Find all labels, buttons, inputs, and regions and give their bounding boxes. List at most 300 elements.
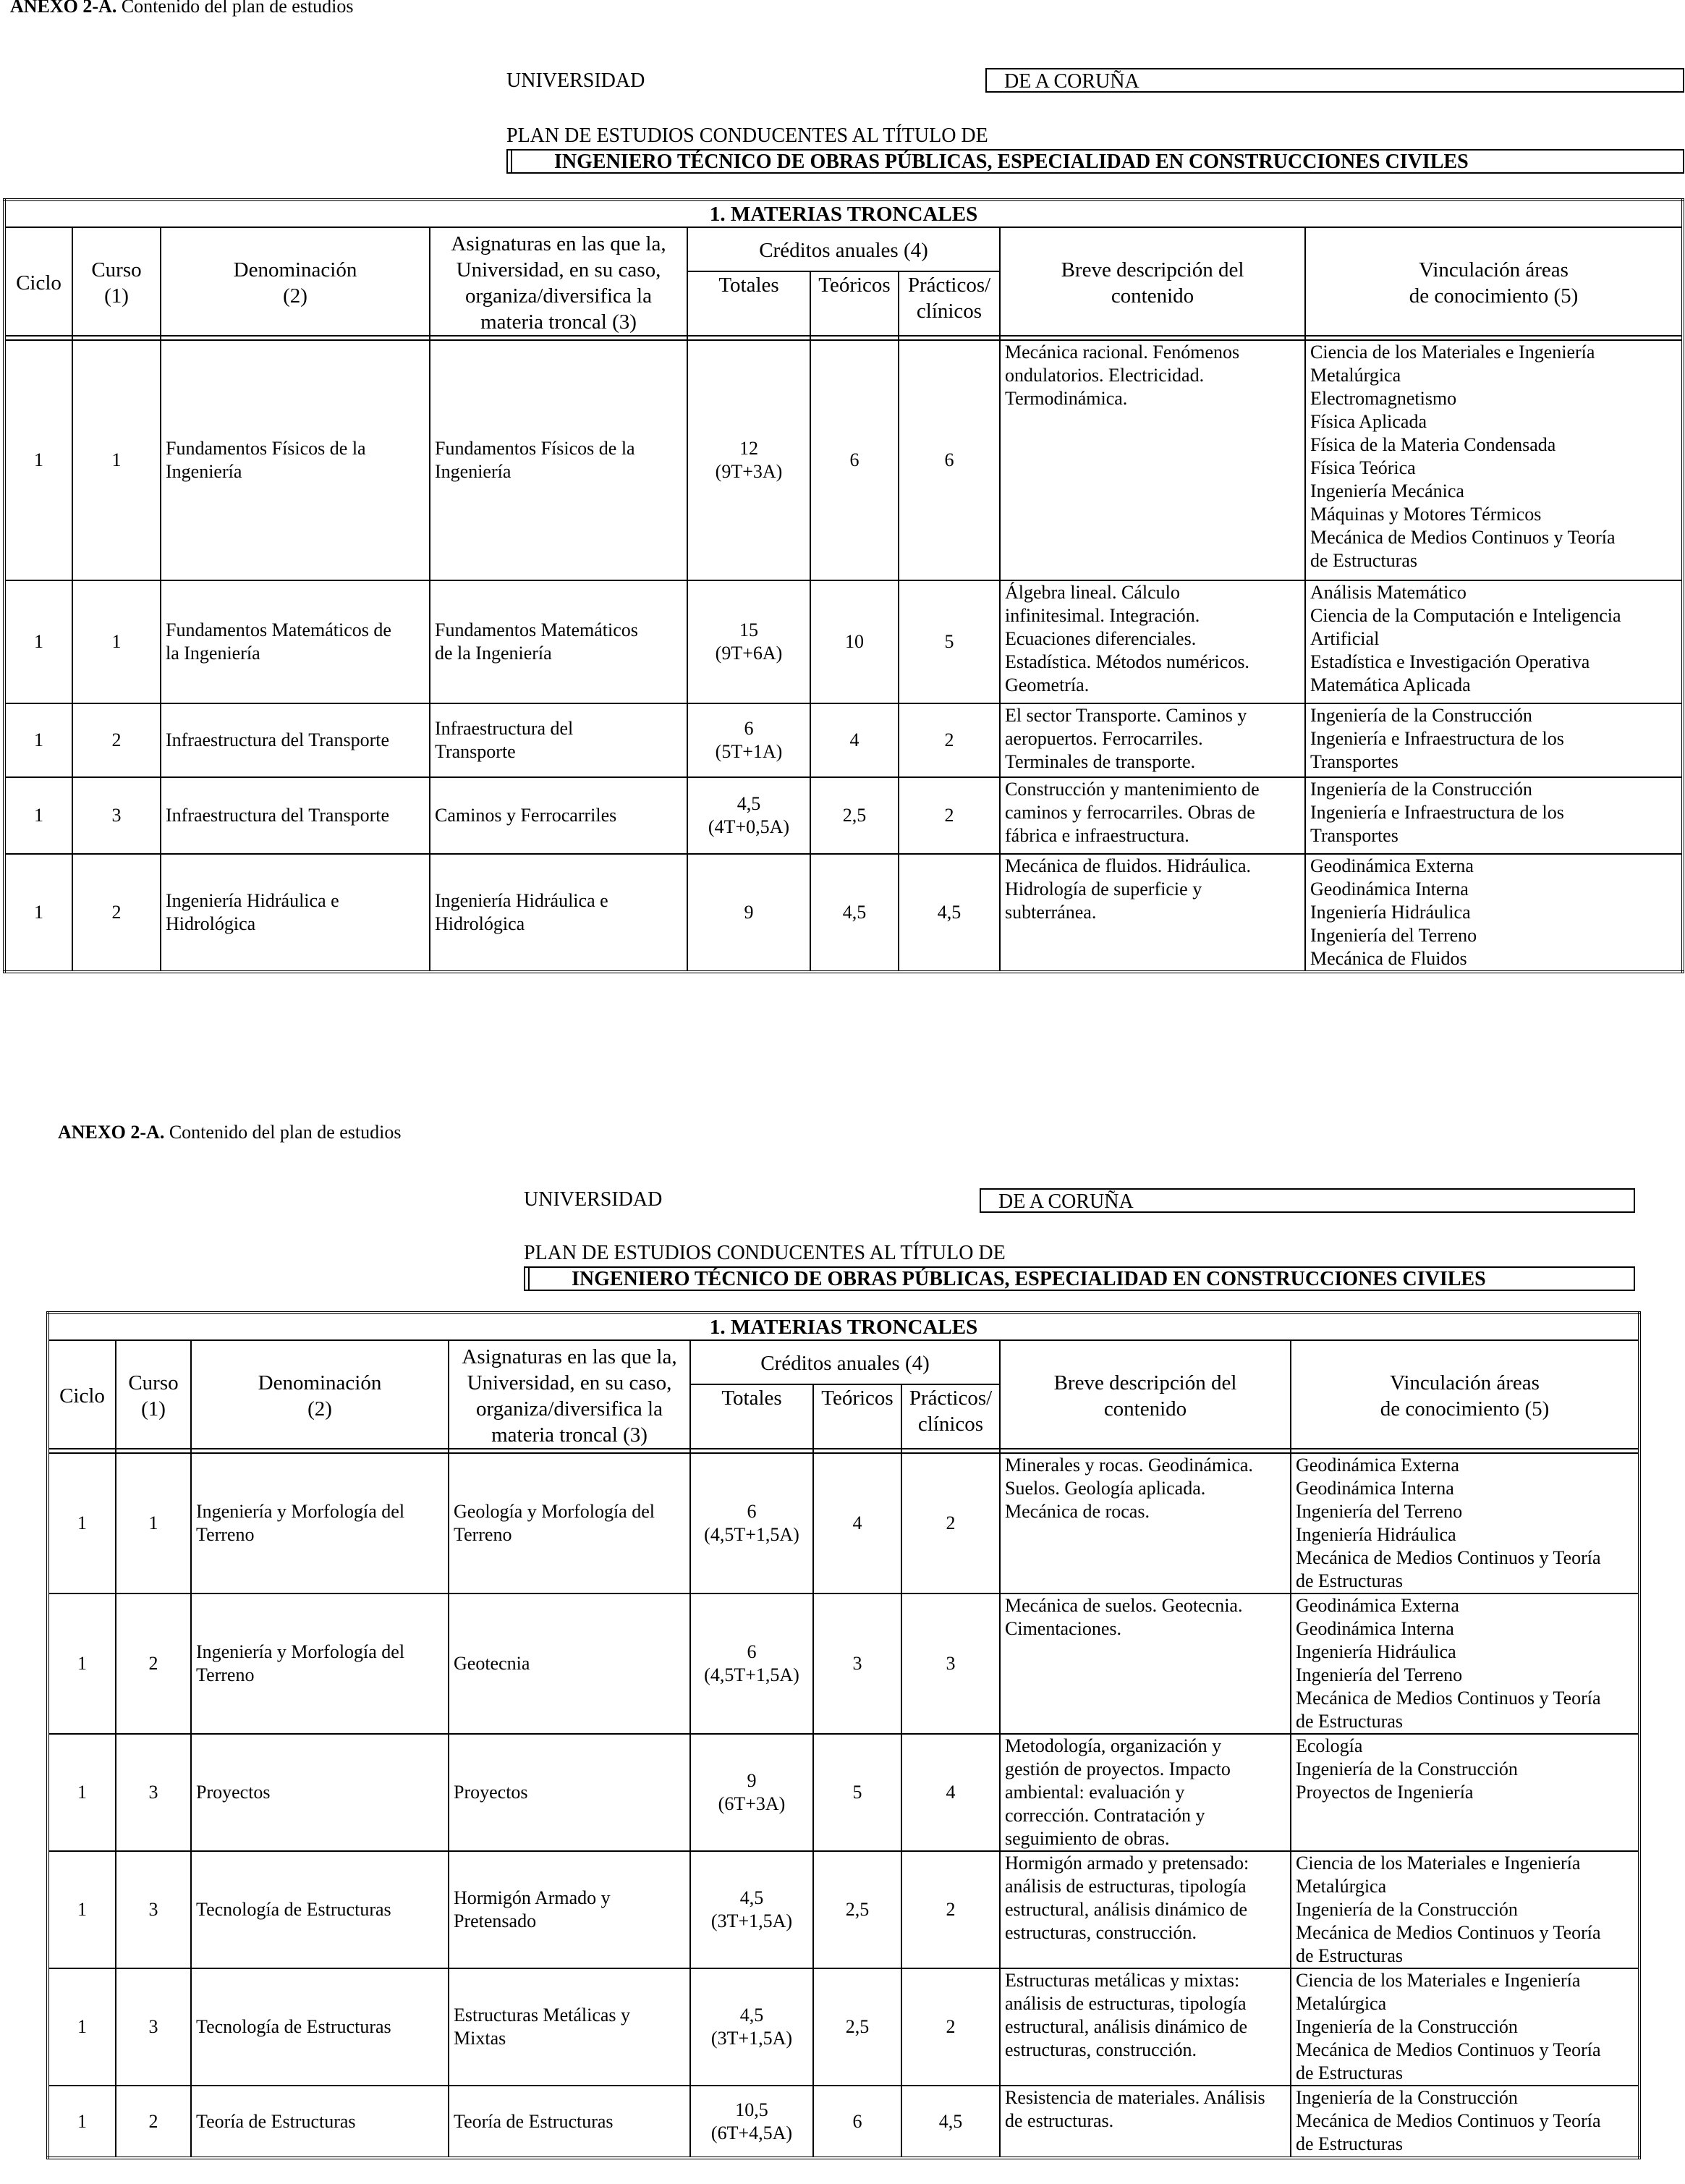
cell-line: Electromagnetismo xyxy=(1310,388,1457,409)
universidad-label: UNIVERSIDAD xyxy=(524,1188,663,1211)
denominacion-cell xyxy=(191,1968,449,2086)
annex-heading: ANEXO 2-A. Contenido del plan de estudios xyxy=(10,0,354,17)
cell-line: análisis de estructuras, tipología xyxy=(1005,1993,1247,2014)
denominacion-cell xyxy=(161,340,430,580)
cell-line: ondulatorios. Electricidad. xyxy=(1005,365,1205,386)
cell-line: infinitesimal. Integración. xyxy=(1005,605,1200,626)
ciclo-cell: 1 xyxy=(4,854,72,972)
asignatura-cell xyxy=(449,1968,690,2086)
cell-line: (6T+3A) xyxy=(718,1793,786,1814)
cell-line: Resistencia de materiales. Análisis xyxy=(1005,2087,1265,2108)
col-header-denominacion xyxy=(161,227,430,336)
cell-line: Pretensado xyxy=(454,1910,537,1931)
denominacion-cell xyxy=(161,703,430,777)
cell-line: Ingeniería de la Construcción xyxy=(1310,779,1532,800)
cell-line: Metalúrgica xyxy=(1310,365,1401,386)
totales-cell xyxy=(690,1851,813,1968)
teoricos-cell: 10 xyxy=(810,580,899,703)
cell-line: Mecánica de Fluidos xyxy=(1310,948,1467,969)
troncales-table xyxy=(3,198,1684,973)
cell-line: Mecánica de Medios Continuos y Teoría xyxy=(1310,527,1616,548)
asignatura-cell xyxy=(430,703,687,777)
asignatura-cell xyxy=(449,1734,690,1851)
cell-line: Ciencia de los Materiales e Ingeniería xyxy=(1296,1970,1581,1991)
cell-line: estructural, análisis dinámico de xyxy=(1005,2016,1248,2037)
cell-line: Fundamentos Físicos de la xyxy=(435,438,635,459)
cell-line: Ingeniería y Morfología del xyxy=(196,1641,405,1662)
cell-line: de Estructuras xyxy=(1310,550,1418,571)
asignatura-cell xyxy=(449,2086,690,2158)
table-row xyxy=(4,580,1683,703)
cell-line: Terreno xyxy=(196,1524,255,1545)
cell-line: Ingeniería y Morfología del xyxy=(196,1501,405,1522)
teoricos-cell: 3 xyxy=(813,1593,901,1734)
col-header-teoricos: Teóricos xyxy=(813,1384,901,1449)
totales-cell xyxy=(687,777,810,854)
cell-line: Mecánica de Medios Continuos y Teoría xyxy=(1296,1547,1601,1568)
cell-line: ambiental: evaluación y xyxy=(1005,1782,1185,1803)
cell-line: (4,5T+1,5A) xyxy=(704,1664,799,1685)
teoricos-cell: 6 xyxy=(813,2086,901,2158)
denominacion-cell xyxy=(191,1453,449,1593)
areas-cell xyxy=(1291,1453,1639,1593)
cell-line: Ingeniería xyxy=(166,461,242,482)
cell-line: Fundamentos Matemáticos de xyxy=(166,619,391,640)
cell-line: Análisis Matemático xyxy=(1310,582,1467,603)
practicos-cell: 6 xyxy=(899,340,1000,580)
cell-line: de Estructuras xyxy=(1296,2062,1404,2083)
col-header-creditos: Créditos anuales (4) xyxy=(687,227,1000,271)
descripcion-cell xyxy=(1000,1734,1291,1851)
cell-line: Transportes xyxy=(1310,825,1398,846)
troncales-table xyxy=(46,1311,1641,2159)
table-row xyxy=(4,777,1683,854)
header-text: organiza/diversifica la xyxy=(465,284,652,308)
curso-cell: 2 xyxy=(116,1593,191,1734)
col-header-denominacion xyxy=(191,1340,449,1449)
cell-line: 4,5 xyxy=(739,1887,764,1908)
cell-line: Ciencia de la Computación e Inteligencia xyxy=(1310,605,1621,626)
curso-cell: 1 xyxy=(72,340,161,580)
cell-line: de Estructuras xyxy=(1296,2133,1404,2154)
cell-line: Fundamentos Matemáticos xyxy=(435,619,638,640)
denominacion-cell xyxy=(161,854,430,972)
cell-line: Ciencia de los Materiales e Ingeniería xyxy=(1310,342,1595,363)
cell-line: Cimentaciones. xyxy=(1005,1618,1122,1639)
teoricos-cell: 2,5 xyxy=(813,1851,901,1968)
cell-line: de estructuras. xyxy=(1005,2110,1114,2131)
col-header-totales: Totales xyxy=(687,271,810,336)
practicos-cell: 4 xyxy=(901,1734,1000,1851)
descripcion-cell xyxy=(1000,777,1305,854)
table-row xyxy=(4,703,1683,777)
cell-line: Hormigón armado y pretensado: xyxy=(1005,1853,1249,1874)
practicos-cell: 4,5 xyxy=(899,854,1000,972)
col-header-vinculacion xyxy=(1291,1340,1639,1449)
col-header-ciclo xyxy=(48,1340,116,1449)
curso-cell: 3 xyxy=(116,1851,191,1968)
totales-cell xyxy=(690,1453,813,1593)
cell-line: Física de la Materia Condensada xyxy=(1310,434,1556,455)
practicos-cell: 3 xyxy=(901,1593,1000,1734)
universidad-value-box: DE A CORUÑA xyxy=(985,68,1684,93)
teoricos-cell: 4 xyxy=(810,703,899,777)
cell-line: Ingeniería de la Construcción xyxy=(1296,1899,1518,1920)
cell-line: Teoría de Estructuras xyxy=(454,2110,614,2132)
cell-line: Proyectos xyxy=(196,1782,271,1803)
ciclo-cell: 1 xyxy=(48,1453,116,1593)
totales-cell xyxy=(690,2086,813,2158)
header-text: materia troncal (3) xyxy=(491,1423,648,1447)
cell-line: análisis de estructuras, tipología xyxy=(1005,1876,1247,1897)
cell-line: 6 xyxy=(744,718,754,739)
plan-label: PLAN DE ESTUDIOS CONDUCENTES AL TÍTULO DE xyxy=(524,1242,1006,1264)
cell-line: Suelos. Geología aplicada. xyxy=(1005,1478,1206,1499)
cell-line: Ingeniería Hidráulica xyxy=(1310,902,1471,923)
denominacion-cell xyxy=(191,1851,449,1968)
areas-cell xyxy=(1305,777,1683,854)
descripcion-cell xyxy=(1000,703,1305,777)
practicos-cell: 2 xyxy=(899,777,1000,854)
col-header-ciclo xyxy=(4,227,72,336)
section-heading: 1. MATERIAS TRONCALES xyxy=(4,200,1683,227)
header-text: Universidad, en su caso, xyxy=(456,258,661,282)
cell-line: aeropuertos. Ferrocarriles. xyxy=(1005,728,1203,749)
section-heading: 1. MATERIAS TRONCALES xyxy=(48,1313,1639,1340)
cell-line: de Estructuras xyxy=(1296,1945,1404,1966)
practicos-cell: 2 xyxy=(901,1851,1000,1968)
cell-line: (4T+0,5A) xyxy=(708,816,790,837)
areas-cell xyxy=(1305,580,1683,703)
cell-line: Hormigón Armado y xyxy=(454,1887,611,1908)
practicos-cell: 2 xyxy=(901,1968,1000,2086)
table-row xyxy=(48,1851,1639,1968)
cell-line: Caminos y Ferrocarriles xyxy=(435,805,617,826)
cell-line: 10,5 xyxy=(735,2099,768,2120)
header-text: (2) xyxy=(307,1397,332,1421)
descripcion-cell xyxy=(1000,1851,1291,1968)
cell-line: Mecánica de Medios Continuos y Teoría xyxy=(1296,1922,1601,1943)
header-text: (2) xyxy=(283,284,307,308)
cell-line: 9 xyxy=(744,902,754,923)
cell-line: Infraestructura del Transporte xyxy=(166,805,390,826)
table-row xyxy=(48,1593,1639,1734)
header-text: Universidad, en su caso, xyxy=(467,1371,672,1394)
header-text: Breve descripción del xyxy=(1053,1371,1237,1394)
asignatura-cell xyxy=(430,777,687,854)
cell-line: Geología y Morfología del xyxy=(454,1501,655,1522)
cell-line: Estadística. Métodos numéricos. xyxy=(1005,651,1249,672)
cell-line: Ingeniería e Infraestructura de los xyxy=(1310,802,1564,823)
descripcion-cell xyxy=(1000,340,1305,580)
cell-line: Transporte xyxy=(435,741,516,762)
denominacion-cell xyxy=(161,777,430,854)
header-text: Vinculación áreas xyxy=(1390,1371,1540,1394)
table-row xyxy=(48,1734,1639,1851)
cell-line: Mecánica racional. Fenómenos xyxy=(1005,342,1240,363)
cell-line: Ingeniería del Terreno xyxy=(1296,1664,1463,1685)
areas-cell xyxy=(1305,854,1683,972)
cell-line: Infraestructura del Transporte xyxy=(166,729,390,750)
cell-line: Ecología xyxy=(1296,1735,1363,1756)
cell-line: Ingeniería de la Construcción xyxy=(1296,2087,1518,2108)
cell-line: Ingeniería Hidráulica e xyxy=(166,890,339,911)
ciclo-cell: 1 xyxy=(48,1851,116,1968)
col-header-asignaturas xyxy=(430,227,687,336)
ciclo-cell: 1 xyxy=(4,777,72,854)
cell-line: 9 xyxy=(747,1770,757,1791)
cell-line: Proyectos de Ingeniería xyxy=(1296,1782,1474,1803)
asignatura-cell xyxy=(430,340,687,580)
cell-line: (5T+1A) xyxy=(715,741,783,762)
degree-title-box: INGENIERO TÉCNICO DE OBRAS PÚBLICAS, ESPECIALIDAD EN CONSTRUCCIONES CIVILES xyxy=(524,1266,1635,1291)
cell-line: Ingeniería de la Construcción xyxy=(1310,705,1532,726)
header-text: de conocimiento (5) xyxy=(1380,1397,1550,1421)
header-text: organiza/diversifica la xyxy=(476,1397,663,1421)
teoricos-cell: 6 xyxy=(810,340,899,580)
header-text: Vinculación áreas xyxy=(1419,258,1569,282)
cell-line: corrección. Contratación y xyxy=(1005,1805,1205,1826)
areas-cell xyxy=(1291,1734,1639,1851)
col-header-asignaturas xyxy=(449,1340,690,1449)
degree-title-box: INGENIERO TÉCNICO DE OBRAS PÚBLICAS, ESPECIALIDAD EN CONSTRUCCIONES CIVILES xyxy=(506,149,1684,174)
cell-line: Hidrológica xyxy=(166,913,256,934)
curso-cell: 2 xyxy=(72,703,161,777)
universidad-label: UNIVERSIDAD xyxy=(506,69,645,92)
denominacion-cell xyxy=(161,580,430,703)
cell-line: Mecánica de Medios Continuos y Teoría xyxy=(1296,2039,1601,2060)
cell-line: Mecánica de Medios Continuos y Teoría xyxy=(1296,1688,1601,1709)
cell-line: Matemática Aplicada xyxy=(1310,674,1471,695)
col-header-totales: Totales xyxy=(690,1384,813,1449)
totales-cell xyxy=(687,340,810,580)
ciclo-cell: 1 xyxy=(48,2086,116,2158)
areas-cell xyxy=(1291,1593,1639,1734)
cell-line: Mixtas xyxy=(454,2028,506,2049)
practicos-cell: 2 xyxy=(901,1453,1000,1593)
header-text: Curso xyxy=(91,258,142,282)
cell-line: Proyectos xyxy=(454,1782,528,1803)
asignatura-cell xyxy=(430,854,687,972)
cell-line: fábrica e infraestructura. xyxy=(1005,825,1189,846)
header-text: clínicos xyxy=(916,299,982,323)
teoricos-cell: 5 xyxy=(813,1734,901,1851)
table-row xyxy=(48,1453,1639,1593)
cell-line: Ingeniería de la Construcción xyxy=(1296,1758,1518,1779)
header-text: (1) xyxy=(141,1397,166,1421)
cell-line: Mecánica de fluidos. Hidráulica. xyxy=(1005,855,1252,876)
cell-line: Terreno xyxy=(196,1664,255,1685)
plan-label: PLAN DE ESTUDIOS CONDUCENTES AL TÍTULO DE xyxy=(506,124,988,147)
col-header-breve xyxy=(1000,1340,1291,1449)
cell-line: Ingeniería Hidráulica xyxy=(1296,1641,1456,1662)
cell-line: (9T+3A) xyxy=(715,461,783,482)
header-text: contenido xyxy=(1111,284,1194,308)
teoricos-cell: 2,5 xyxy=(813,1968,901,2086)
practicos-cell: 2 xyxy=(899,703,1000,777)
cell-line: de Estructuras xyxy=(1296,1570,1404,1591)
ciclo-cell: 1 xyxy=(48,1968,116,2086)
cell-line: Estructuras metálicas y mixtas: xyxy=(1005,1970,1240,1991)
cell-line: Geometría. xyxy=(1005,674,1090,695)
header-text: Asignaturas en las que la, xyxy=(462,1345,677,1368)
cell-line: Ingeniería Mecánica xyxy=(1310,481,1464,501)
teoricos-cell: 2,5 xyxy=(810,777,899,854)
curso-cell: 2 xyxy=(72,854,161,972)
header-text: clínicos xyxy=(917,1412,984,1436)
header-text: Prácticos/ xyxy=(909,1386,993,1410)
header-text: contenido xyxy=(1103,1397,1187,1421)
cell-line: Mecánica de rocas. xyxy=(1005,1501,1150,1522)
totales-cell xyxy=(690,1968,813,2086)
cell-line: Fundamentos Físicos de la xyxy=(166,438,366,459)
cell-line: de Estructuras xyxy=(1296,1711,1404,1732)
cell-line: Metalúrgica xyxy=(1296,1993,1387,2014)
totales-cell xyxy=(687,580,810,703)
col-header-vinculacion xyxy=(1305,227,1683,336)
asignatura-cell xyxy=(430,580,687,703)
cell-line: Ingeniería xyxy=(435,461,512,482)
practicos-cell: 4,5 xyxy=(901,2086,1000,2158)
descripcion-cell xyxy=(1000,1453,1291,1593)
descripcion-cell xyxy=(1000,2086,1291,2158)
cell-line: Tecnología de Estructuras xyxy=(196,2016,391,2037)
areas-cell xyxy=(1305,703,1683,777)
teoricos-cell: 4 xyxy=(813,1453,901,1593)
col-header-curso xyxy=(116,1340,191,1449)
denominacion-cell xyxy=(191,1734,449,1851)
cell-line: Terminales de transporte. xyxy=(1005,751,1196,772)
header-text: Denominación xyxy=(233,258,357,282)
cell-line: Hidrológica xyxy=(435,913,525,934)
cell-line: Álgebra lineal. Cálculo xyxy=(1005,582,1180,603)
cell-line: Física Aplicada xyxy=(1310,411,1427,432)
areas-cell xyxy=(1291,1851,1639,1968)
curso-cell: 3 xyxy=(116,1968,191,2086)
table-row xyxy=(48,1968,1639,2086)
curso-cell: 1 xyxy=(72,580,161,703)
cell-line: Geodinámica Externa xyxy=(1296,1455,1459,1476)
areas-cell xyxy=(1305,340,1683,580)
cell-line: Construcción y mantenimiento de xyxy=(1005,779,1260,800)
cell-line: Minerales y rocas. Geodinámica. xyxy=(1005,1455,1253,1476)
areas-cell xyxy=(1291,2086,1639,2158)
cell-line: Geodinámica Interna xyxy=(1296,1618,1454,1639)
cell-line: El sector Transporte. Caminos y xyxy=(1005,705,1247,726)
header-text: Denominación xyxy=(258,1371,382,1394)
cell-line: Geodinámica Interna xyxy=(1296,1478,1454,1499)
curso-cell: 3 xyxy=(72,777,161,854)
header-text: Breve descripción del xyxy=(1061,258,1244,282)
cell-line: 6 xyxy=(747,1501,757,1522)
asignatura-cell xyxy=(449,1453,690,1593)
curso-cell: 3 xyxy=(116,1734,191,1851)
col-header-teoricos: Teóricos xyxy=(810,271,899,336)
ciclo-cell: 1 xyxy=(48,1593,116,1734)
table-row xyxy=(4,854,1683,972)
col-header-breve xyxy=(1000,227,1305,336)
header-text: de conocimiento (5) xyxy=(1409,284,1579,308)
cell-line: la Ingeniería xyxy=(166,643,260,664)
cell-line: Artificial xyxy=(1310,628,1380,649)
header-text: materia troncal (3) xyxy=(480,310,637,334)
col-header-practicos xyxy=(899,271,1000,336)
totales-cell xyxy=(687,854,810,972)
cell-line: Ingeniería Hidráulica e xyxy=(435,890,608,911)
cell-line: Ingeniería Hidráulica xyxy=(1296,1524,1456,1545)
cell-line: Metalúrgica xyxy=(1296,1876,1387,1897)
cell-line: 4,5 xyxy=(739,2005,764,2026)
cell-line: Física Teórica xyxy=(1310,457,1416,478)
cell-line: Geodinámica Externa xyxy=(1310,855,1474,876)
asignatura-cell xyxy=(449,1593,690,1734)
header-text: Prácticos/ xyxy=(907,273,991,297)
totales-cell xyxy=(690,1734,813,1851)
totales-cell xyxy=(690,1593,813,1734)
cell-line: Termodinámica. xyxy=(1005,388,1128,409)
cell-line: Teoría de Estructuras xyxy=(196,2110,356,2132)
cell-line: Ingeniería e Infraestructura de los xyxy=(1310,728,1564,749)
descripcion-cell xyxy=(1000,580,1305,703)
cell-line: de la Ingeniería xyxy=(435,643,552,664)
cell-line: gestión de proyectos. Impacto xyxy=(1005,1758,1231,1779)
cell-line: Estadística e Investigación Operativa xyxy=(1310,651,1590,672)
ciclo-cell: 1 xyxy=(4,703,72,777)
descripcion-cell xyxy=(1000,1593,1291,1734)
areas-cell xyxy=(1291,1968,1639,2086)
cell-line: estructural, análisis dinámico de xyxy=(1005,1899,1248,1920)
cell-line: Geotecnia xyxy=(454,1653,530,1674)
cell-line: Ingeniería de la Construcción xyxy=(1296,2016,1518,2037)
table-row xyxy=(48,2086,1639,2158)
denominacion-cell xyxy=(191,2086,449,2158)
cell-line: Tecnología de Estructuras xyxy=(196,1899,391,1920)
header-text: Ciclo xyxy=(16,271,61,295)
cell-line: caminos y ferrocarriles. Obras de xyxy=(1005,802,1255,823)
cell-line: Geodinámica Externa xyxy=(1296,1595,1459,1616)
header-text: Asignaturas en las que la, xyxy=(451,232,666,255)
cell-line: Estructuras Metálicas y xyxy=(454,2005,631,2026)
cell-line: seguimiento de obras. xyxy=(1005,1828,1170,1849)
col-header-practicos xyxy=(901,1384,1000,1449)
cell-line: subterránea. xyxy=(1005,902,1097,923)
cell-line: estructuras, construcción. xyxy=(1005,1922,1197,1943)
cell-line: (3T+1,5A) xyxy=(710,2028,793,2049)
cell-line: Geodinámica Interna xyxy=(1310,879,1469,900)
col-header-creditos: Créditos anuales (4) xyxy=(690,1340,1000,1384)
cell-line: Metodología, organización y xyxy=(1005,1735,1222,1756)
practicos-cell: 5 xyxy=(899,580,1000,703)
ciclo-cell: 1 xyxy=(48,1734,116,1851)
ciclo-cell: 1 xyxy=(4,340,72,580)
cell-line: (3T+1,5A) xyxy=(710,1910,793,1931)
curso-cell: 1 xyxy=(116,1453,191,1593)
descripcion-cell xyxy=(1000,1968,1291,2086)
header-text: Curso xyxy=(128,1371,179,1394)
cell-line: 6 xyxy=(747,1641,757,1662)
cell-line: 15 xyxy=(739,619,758,640)
col-header-curso xyxy=(72,227,161,336)
cell-line: Máquinas y Motores Térmicos xyxy=(1310,504,1542,525)
cell-line: Mecánica de suelos. Geotecnia. xyxy=(1005,1595,1243,1616)
table-row xyxy=(4,340,1683,580)
universidad-value-box: DE A CORUÑA xyxy=(980,1188,1635,1213)
cell-line: 4,5 xyxy=(737,793,761,814)
totales-cell xyxy=(687,703,810,777)
cell-line: 12 xyxy=(739,438,758,459)
denominacion-cell xyxy=(191,1593,449,1734)
annex-heading: ANEXO 2-A. Contenido del plan de estudios xyxy=(58,1122,402,1143)
